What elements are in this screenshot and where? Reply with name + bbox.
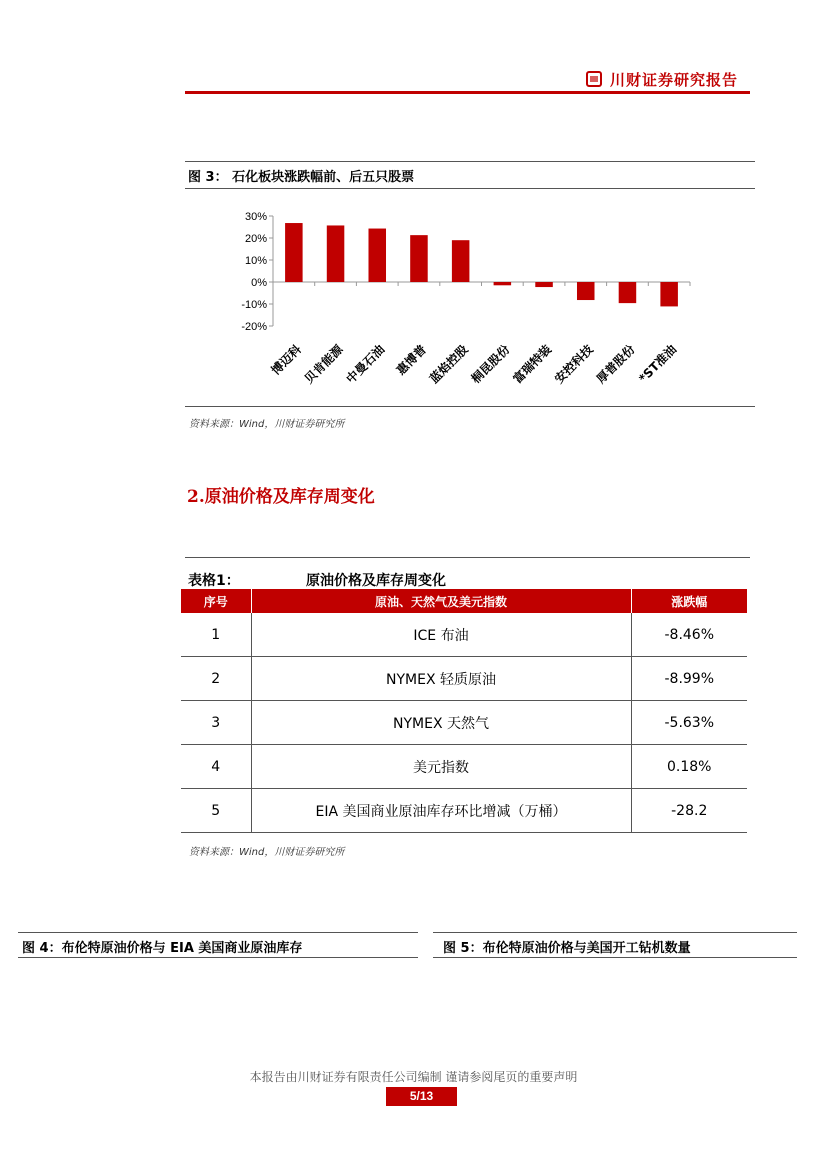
table1-label: 表格1： [188,573,240,589]
row-change: -5.63% [631,701,747,745]
table1-title: 原油价格及库存周变化 [306,573,446,589]
chart-bar [368,229,386,282]
chart-category-label: 中曼石油 [343,342,388,387]
row-change: -8.46% [631,613,747,657]
chart-bar [327,225,345,282]
row-change: 0.18% [631,745,747,789]
row-change: -8.99% [631,657,747,701]
chart-category-label: 贝肯能源 [301,342,346,387]
figure3-bar-chart [185,200,755,400]
header-rule [185,91,750,94]
table1-header-change: 涨跌幅 [631,589,747,613]
row-index: 5 [181,789,251,833]
figure4-caption-rule [18,957,418,958]
row-index: 3 [181,701,251,745]
row-index: 2 [181,657,251,701]
chart-category-label: 富瑞特装 [510,342,555,387]
table1 [181,589,747,833]
table1-top-rule [185,557,750,558]
brand-logo-icon [586,71,602,87]
figure3-top-rule [185,161,755,162]
chart-y-tick-label: -10% [241,299,267,311]
chart-category-label: 博迈科 [268,342,304,378]
row-item: 美元指数 [251,745,631,789]
chart-bar [410,235,428,282]
table-row [181,745,747,789]
row-change: -28.2 [631,789,747,833]
figure5-top-rule [433,932,797,933]
table1-header-index: 序号 [181,589,251,613]
chart-category-label: 厚普股份 [593,342,638,387]
report-header-title: 川财证券研究报告 [610,71,739,89]
row-index: 1 [181,613,251,657]
chart-category-label: 桐昆股份 [468,342,513,387]
row-item: EIA 美国商业原油库存环比增减（万桶） [251,789,631,833]
row-item: ICE 布油 [251,613,631,657]
chart-bar [452,240,470,282]
chart-y-tick-label: -20% [241,321,267,333]
chart-bar [494,282,512,285]
row-index: 4 [181,745,251,789]
chart-bar [535,282,553,287]
chart-y-tick-label: 10% [244,255,267,267]
chart-category-label: 惠博普 [393,342,430,378]
chart-bar [577,282,595,300]
footer-disclaimer: 本报告由川财证券有限责任公司编制 谨请参阅尾页的重要声明 [249,1070,578,1084]
chart-category-label: *ST准油 [636,342,680,386]
chart-category-label: 蓝焰控股 [426,342,471,387]
figure3-caption-rule [185,188,755,189]
figure3-source: 资料来源：Wind，川财证券研究所 [189,419,345,430]
table1-header-item: 原油、天然气及美元指数 [251,589,631,613]
chart-y-tick-label: 20% [244,233,267,245]
table1-source: 资料来源：Wind，川财证券研究所 [189,847,345,858]
chart-bar [285,223,303,282]
figure3-bottom-rule [185,406,755,407]
chart-y-tick-label: 0% [251,277,267,289]
chart-y-tick-label: 30% [244,211,267,223]
figure5-caption: 图 5：布伦特原油价格与美国开工钻机数量 [443,941,691,956]
table-row [181,657,747,701]
figure4-caption: 图 4：布伦特原油价格与 EIA 美国商业原油库存 [22,941,303,956]
row-item: NYMEX 天然气 [251,701,631,745]
figure3-caption: 图 3： 石化板块涨跌幅前、后五只股票 [188,170,415,185]
figure4-top-rule [18,932,418,933]
page-number: 5/13 [386,1087,457,1106]
table-row [181,789,747,833]
chart-bar [619,282,637,303]
chart-category-label: 安控科技 [552,342,596,387]
figure5-caption-rule [433,957,797,958]
chart-bar [660,282,678,306]
table-row [181,613,747,657]
row-item: NYMEX 轻质原油 [251,657,631,701]
table1-header-row [181,589,747,613]
section-title: 2.原油价格及库存周变化 [187,487,375,507]
table-row [181,701,747,745]
